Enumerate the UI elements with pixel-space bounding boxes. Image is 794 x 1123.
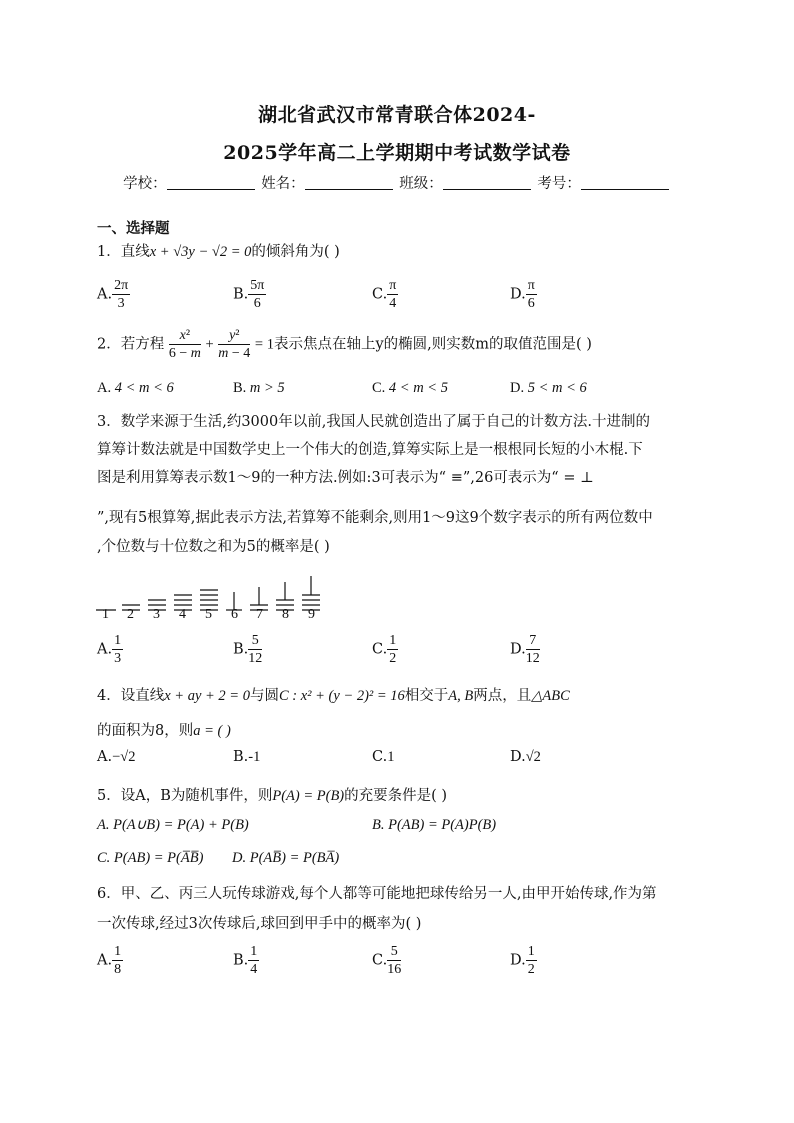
q4-line-formula: x + ay + 2 = 0 [164,688,250,704]
q5-option-b: B. P(AB) = P(A)P(B) [372,817,497,833]
q4-option-b: B.-1 [233,749,261,765]
q1-option-d: D. $\frac{\pi}{6}$ [510,278,535,311]
q3-option-a: A. $\frac{1}{3}$ [97,633,122,666]
q5-option-c: C. P(AB) = P(A̅B̅) [97,850,204,866]
rod-number-1: 1 [102,607,109,622]
q2-fraction-x: $\frac{\text{x²}}{6 - m}$ [168,328,201,361]
q1-prefix: 1．直线 [97,244,150,260]
rod-number-3: 3 [153,607,160,622]
class-label: 班级： [399,176,443,192]
q2-suffix: 表示焦点在轴上y的椭圆,则实数m的取值范围是( ) [273,336,592,353]
q3-line-1: 3．数学来源于生活,约3000年以前,我国人民就创造出了属于自己的计数方法.十进制的 [97,414,650,430]
class-blank [443,175,531,190]
q2-option-d: D. 5 < m < 6 [510,380,587,396]
q2-option-c: C. 4 < m < 5 [372,380,448,396]
section-heading: 一、选择题 [97,220,170,237]
rod-number-4: 4 [179,607,186,622]
question-2-stem: 2．若方程 $\frac{\text{x²}}{6 - m}$ + $\frac{\text{y²}}{m - 4}$ = 1表示焦点在轴上y的椭圆,则实数m的取值范围是( ) [97,328,592,361]
rod-number-2: 2 [127,607,134,622]
q3-option-d: D. $\frac{7}{12}$ [510,633,540,666]
q6-option-a: A. $\frac{1}{8}$ [97,944,122,977]
exam-title-line1: 湖北省武汉市常青联合体2024- [258,104,536,126]
q5-option-d: D. P(AB̅) = P(BA̅) [232,850,340,866]
q4-circle-formula: C : x² + (y − 2)² = 16 [278,688,405,704]
number-label: 考号： [537,176,581,192]
school-blank [167,175,255,190]
q2-fraction-y: $\frac{\text{y²}}{m - 4}$ [218,328,251,361]
q4-option-a: A.−√2 [97,749,136,765]
rod-number-8: 8 [282,607,289,622]
q6-option-c: C. $\frac{5}{16}$ [372,944,402,977]
exam-title-line2: 2025学年高二上学期期中考试数学试卷 [223,142,571,164]
q2-option-a: A. 4 < m < 6 [97,380,174,396]
q3-line-2: 算筹计数法就是中国数学史上一个伟大的创造,算筹实际上是一根根同长短的小木棍.下 [97,442,643,458]
question-4-stem-line1: 4．设直线x + ay + 2 = 0与圆C : x² + (y − 2)² = 16相交于A, B两点，且△ABC [97,688,570,704]
rod-number-5: 5 [205,607,212,622]
q1-option-b: B. $\frac{5\pi}{6}$ [233,278,265,311]
name-blank [305,175,393,190]
q1-option-a: A. $\frac{2\pi}{3}$ [97,278,129,311]
student-info-row [0,172,794,193]
q6-line-1: 6．甲、乙、丙三人玩传球游戏,每个人都等可能地把球传给另一人,由甲开始传球,作为第 [97,886,657,902]
q1-suffix: 的倾斜角为( ) [251,244,340,260]
q3-option-c: C. $\frac{1}{2}$ [372,633,397,666]
q4-option-c: C.1 [372,749,395,765]
q5-option-a: A. P(A∪B) = P(A) + P(B) [97,817,249,833]
number-blank [581,175,669,190]
q3-line-4: ”,现有5根算筹,据此表示方法,若算筹不能剩余,则用1～9这9个数字表示的所有两位数中 [97,510,653,526]
q1-option-c: C. $\frac{\pi}{4}$ [372,278,397,311]
rod-number-6: 6 [231,607,238,622]
school-label: 学校： [123,176,167,192]
question-5-stem: 5．设A，B为随机事件，则P(A) = P(B)的充要条件是( ) [97,788,448,804]
q2-option-b: B. m > 5 [233,380,285,396]
q3-option-b: B. $\frac{5}{12}$ [233,633,263,666]
q3-line-5: ,个位数与十位数之和为5的概率是( ) [97,539,330,555]
rod-number-9: 9 [308,607,315,622]
q3-line-3: 图是利用算筹表示数1～9的一种方法.例如:3可表示为“ ≡”,26可表示为“ = ⊥ [97,470,594,486]
q6-option-d: D. $\frac{1}{2}$ [510,944,535,977]
rod-number-7: 7 [256,607,263,622]
q6-line-2: 一次传球,经过3次传球后,球回到甲手中的概率为( ) [97,916,422,932]
question-4-stem-line2: 的面积为8，则a = ( ) [97,723,231,739]
q1-formula: x + √3y − √2 = 0 [149,244,252,260]
name-label: 姓名： [261,176,305,192]
q2-eq-tail: = 1 [254,336,274,353]
q2-prefix: 2．若方程 [97,336,165,353]
q6-option-b: B. $\frac{1}{4}$ [233,944,258,977]
q4-option-d: D.√2 [510,749,541,765]
question-1-stem [97,240,340,261]
